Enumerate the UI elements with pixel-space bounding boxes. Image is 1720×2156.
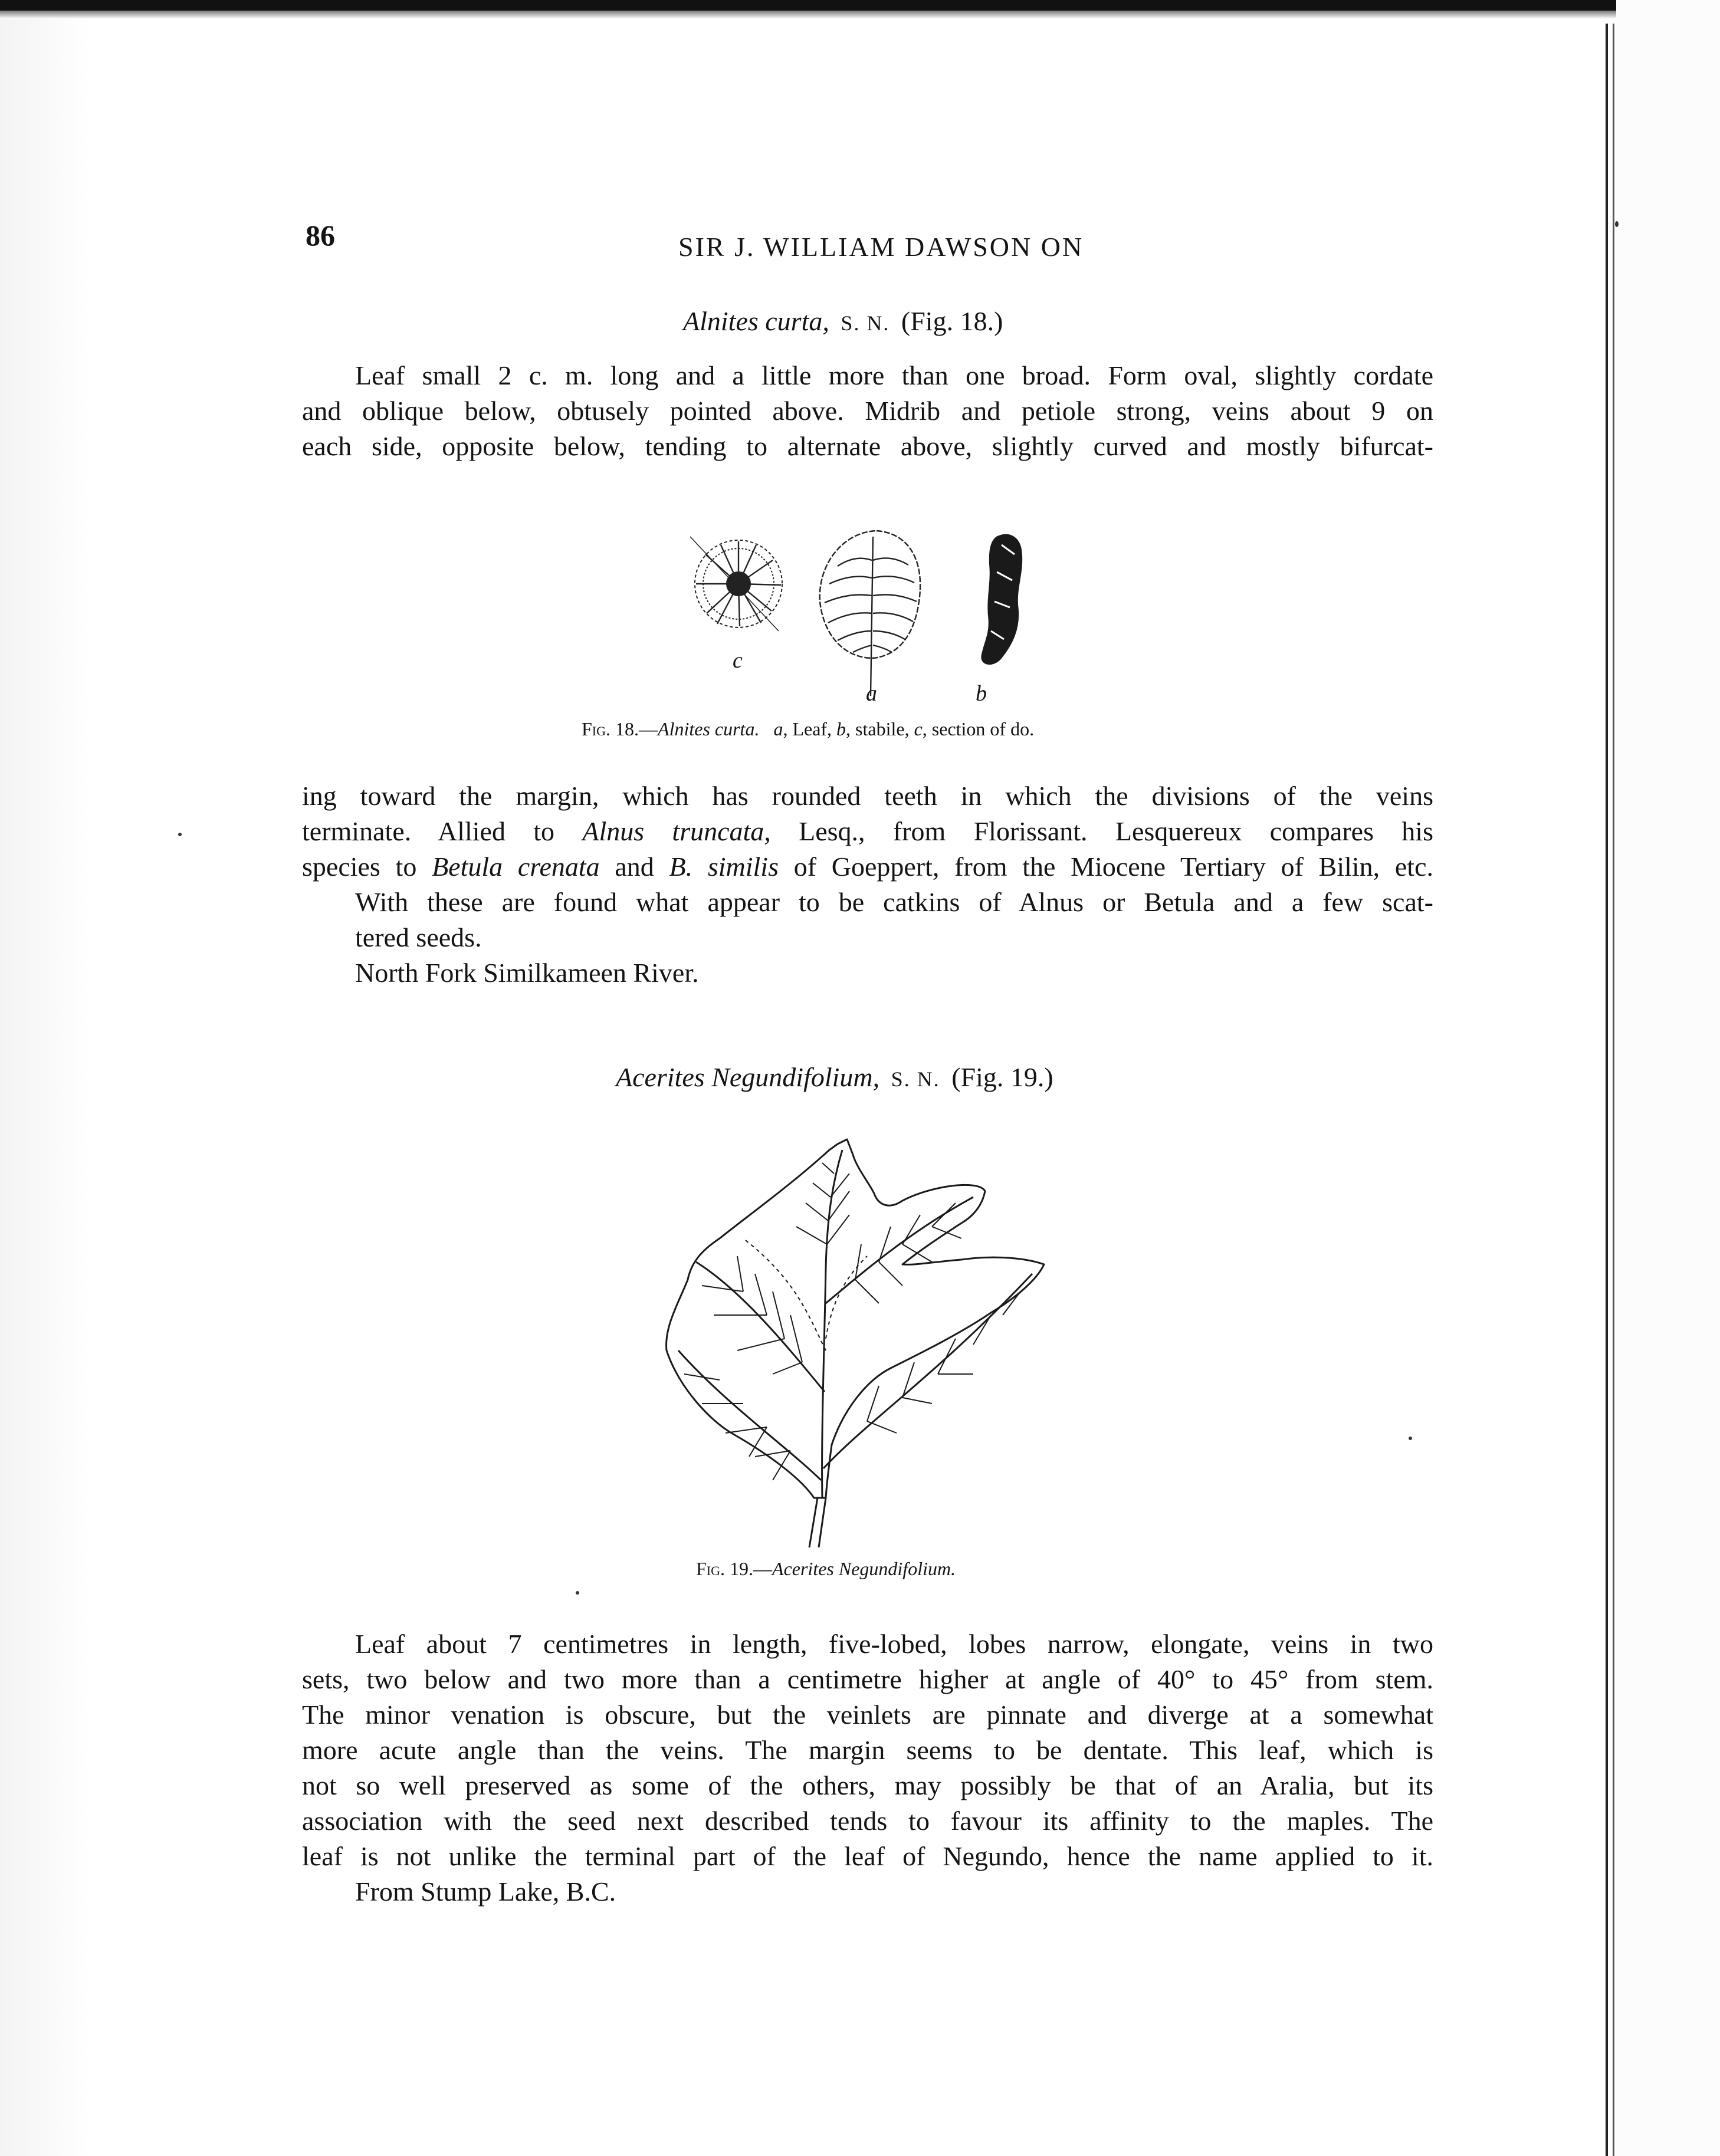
caption-part-b-text: , stabile, [846, 718, 910, 740]
new-species-mark: S. N. [841, 311, 890, 335]
description-acerites [302, 1626, 1433, 1909]
figure-label-a: a [866, 681, 877, 706]
species-name-inline: Alnus truncata, [582, 816, 771, 846]
figure-18-caption [582, 718, 1034, 740]
text-run: species to [302, 852, 432, 882]
catkin-b [982, 534, 1022, 664]
page-number: 86 [306, 219, 335, 252]
scan-speck [576, 1591, 579, 1595]
text-line: With these are found what appear to be catkins of Alnus or Betula and a few scat- [355, 887, 1433, 917]
scan-speck [178, 833, 182, 836]
running-head: SIR J. WILLIAM DAWSON ON [678, 232, 1084, 262]
text-line: tered seeds. [355, 922, 482, 952]
new-species-mark: S. N. [891, 1067, 940, 1091]
text-line: association with the seed next described tends to favour its affinity to the maples. The [302, 1806, 1433, 1836]
text-line: Leaf small 2 c. m. long and a little more than one broad. Form oval, slightly cordate [355, 360, 1433, 390]
caption-label: Fig. 18.— [582, 718, 658, 740]
caption-part-a-text: , Leaf, [783, 718, 832, 740]
figure-reference: (Fig. 18.) [901, 306, 1003, 336]
page-right-margin [1616, 0, 1720, 2156]
text-line [302, 849, 1433, 885]
species-heading-acerites [616, 1061, 1053, 1093]
text-line [302, 814, 1433, 849]
text-line: and oblique below, obtusely pointed above. Midrib and petiole strong, veins about 9 on [302, 396, 1433, 426]
text-line: each side, opposite below, tending to alternate above, slightly curved and mostly bifurcat- [302, 431, 1433, 461]
primary-vein [826, 1197, 973, 1303]
caption-part-b-letter: b [836, 718, 846, 740]
page-left-margin [0, 0, 88, 2156]
text-run: terminate. Allied to [302, 816, 583, 846]
locality-line: North Fork Similkameen River. [355, 958, 699, 988]
leaf-a [820, 531, 920, 696]
text-line: more acute angle than the veins. The margin seems to be dentate. This leaf, which is [302, 1735, 1433, 1765]
primary-vein [678, 1350, 821, 1480]
binding-edge-line [1606, 24, 1608, 2156]
text-run: of Goeppert, from the Miocene Tertiary of Bilin, etc. [779, 852, 1434, 882]
species-name: Acerites Negundifolium, [616, 1062, 880, 1092]
binding-edge-line-inner [1613, 24, 1614, 2156]
species-name: Alnites curta, [683, 306, 829, 336]
text-line: ing toward the margin, which has rounded teeth in which the divisions of the veins [302, 781, 1433, 811]
figure-18 [678, 519, 1079, 708]
caption-part-c-letter: c [914, 718, 923, 740]
text-line: leaf is not unlike the terminal part of the leaf of Negundo, hence the name applied to it. [302, 1841, 1433, 1871]
figure-label-b: b [976, 681, 987, 706]
scan-speck [1615, 221, 1619, 227]
leaf-section-c [690, 537, 782, 631]
figure-18-illustration [678, 519, 1079, 708]
species-name-inline: B. similis [669, 852, 779, 882]
text-line: not so well preserved as some of the others, may possibly be that of an Aralia, but its [302, 1770, 1433, 1800]
figure-reference: (Fig. 19.) [951, 1062, 1053, 1092]
scan-speck [1409, 1437, 1412, 1440]
text-line: The minor venation is obscure, but the veinlets are pinnate and diverge at a somewhat [302, 1700, 1433, 1730]
text-line: Leaf about 7 centimetres in length, five-lobed, lobes narrow, elongate, veins in two [355, 1629, 1433, 1659]
caption-label: Fig. 19.— [696, 1558, 773, 1579]
scan-top-shadow [0, 11, 1720, 19]
text-run: and [599, 852, 669, 882]
scan-top-edge [0, 0, 1720, 11]
figure-label-c: c [733, 648, 743, 673]
description-alnites-continued [302, 778, 1433, 991]
caption-species: Acerites Negundifolium. [772, 1558, 956, 1579]
species-name-inline: Betula crenata [432, 852, 600, 882]
figure-19 [655, 1126, 1062, 1557]
caption-part-c-text: , section of do. [922, 718, 1035, 740]
text-run: Lesq., from Florissant. Lesquereux compares his [770, 816, 1433, 846]
primary-vein [823, 1274, 1032, 1468]
caption-species: Alnites curta. [658, 718, 760, 740]
figure-19-illustration [655, 1126, 1062, 1557]
figure-19-caption [696, 1558, 956, 1580]
caption-part-a-letter: a [773, 718, 783, 740]
species-heading-alnites [683, 305, 1003, 337]
locality-line: From Stump Lake, B.C. [355, 1876, 616, 1907]
primary-vein [696, 1262, 825, 1392]
description-alnites [302, 358, 1433, 464]
petiole [809, 1498, 826, 1547]
text-line: sets, two below and two more than a centimetre higher at angle of 40° to 45° from stem. [302, 1664, 1433, 1694]
